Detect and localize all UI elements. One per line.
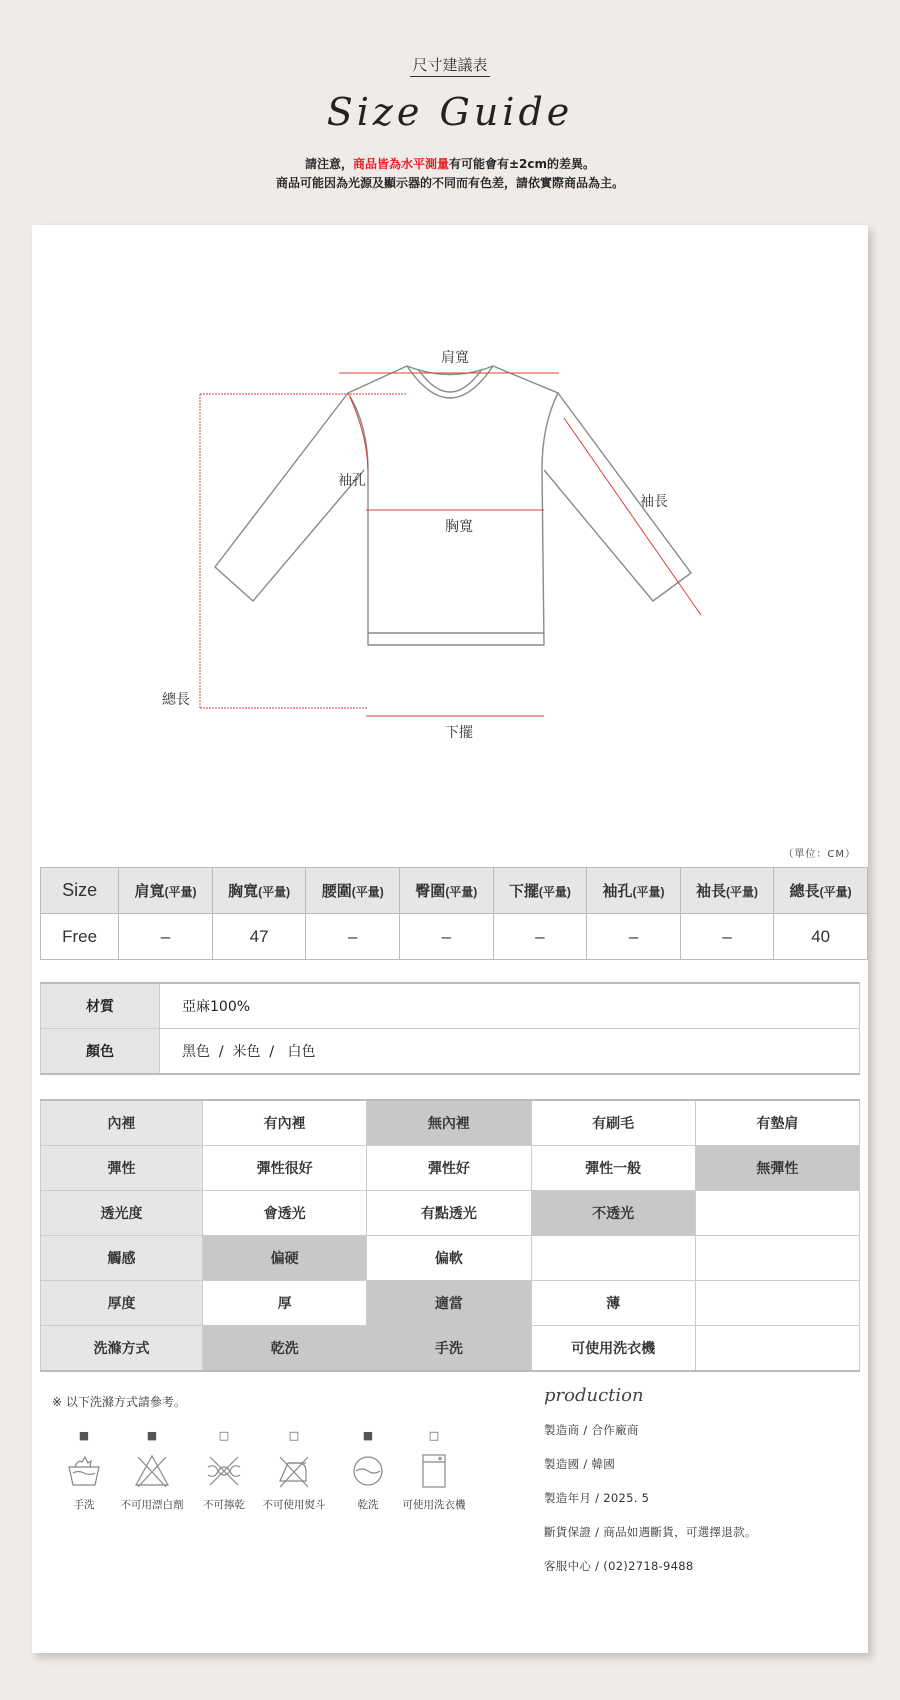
label-sleeve: 袖長 (640, 494, 668, 510)
wash-label: 不可使用熨斗 (262, 1499, 326, 1511)
size-header-col: 袖長(平量) (680, 868, 774, 914)
property-label: 厚度 (41, 1281, 203, 1326)
property-table (40, 1099, 860, 1372)
property-option (695, 1326, 859, 1372)
property-option: 有刷毛 (531, 1100, 695, 1146)
notice-highlight: 商品皆為水平測量 (352, 157, 449, 171)
size-cell: – (119, 914, 213, 960)
wash-mark: □ (288, 1429, 300, 1442)
property-label: 洗滌方式 (41, 1326, 203, 1372)
wash-symbol (112, 1429, 192, 1512)
wash-mark: ■ (146, 1429, 158, 1442)
property-option-selected: 適當 (367, 1281, 531, 1326)
wash-label: 手洗 (73, 1499, 95, 1511)
property-option-selected: 無內裡 (367, 1100, 531, 1146)
property-option: 可使用洗衣機 (531, 1326, 695, 1372)
property-option: 會透光 (203, 1191, 367, 1236)
property-label: 彈性 (41, 1146, 203, 1191)
property-option-selected: 無彈性 (695, 1146, 859, 1191)
size-header-col: 肩寬(平量) (119, 868, 213, 914)
property-option: 厚 (203, 1281, 367, 1326)
wash-symbol (394, 1429, 474, 1512)
material-value: 亞麻100% (160, 983, 860, 1029)
property-option (695, 1191, 859, 1236)
label-hem: 下擺 (445, 725, 473, 741)
production-line: 製造國 / 韓國 (544, 1457, 616, 1471)
property-row (41, 1281, 860, 1326)
property-option: 有內裡 (203, 1100, 367, 1146)
wash-mark: ■ (78, 1429, 90, 1442)
wash-note: ※ 以下洗滌方式請參考。 (52, 1395, 186, 1409)
property-option (695, 1236, 859, 1281)
garment-diagram (32, 225, 868, 785)
production-line: 製造年月 / 2025. 5 (544, 1491, 650, 1505)
hand-wash-icon (66, 1453, 102, 1489)
property-option-selected: 不透光 (531, 1191, 695, 1236)
production-title: production (544, 1385, 644, 1406)
size-header-col: 腰圍(平量) (306, 868, 400, 914)
property-option (695, 1281, 859, 1326)
wash-symbol (184, 1429, 264, 1512)
no-iron-icon (276, 1453, 312, 1489)
measurement-notice: 請注意，商品皆為水平測量有可能會有±2cm的差異。 商品可能因為光源及顯示器的不同而有色差，請依實際商品為主。 (275, 157, 624, 190)
property-option: 有點透光 (367, 1191, 531, 1236)
material-label: 顏色 (41, 1029, 160, 1075)
size-cell: – (587, 914, 681, 960)
material-value: 黑色 / 米色 / 白色 (160, 1029, 860, 1075)
guide-kicker: 尺寸建議表 (0, 54, 900, 75)
property-option: 彈性一般 (531, 1146, 695, 1191)
size-header-col: 袖孔(平量) (587, 868, 681, 914)
size-header-col: 胸寬(平量) (212, 868, 306, 914)
material-row (41, 1029, 860, 1075)
property-option-selected: 偏硬 (203, 1236, 367, 1281)
size-cell: 40 (774, 914, 868, 960)
unit-label: （單位：CM） (783, 849, 856, 860)
page-title: Size Guide (326, 90, 574, 134)
label-length: 總長 (162, 692, 190, 708)
material-row (41, 983, 860, 1029)
property-option: 彈性很好 (203, 1146, 367, 1191)
property-option-selected: 乾洗 (203, 1326, 367, 1372)
size-cell: – (400, 914, 494, 960)
label-armhole: 袖孔 (338, 473, 366, 489)
property-row (41, 1146, 860, 1191)
size-cell: – (306, 914, 400, 960)
property-option: 有墊肩 (695, 1100, 859, 1146)
property-row (41, 1191, 860, 1236)
size-header-size: Size (41, 868, 119, 914)
property-option: 偏軟 (367, 1236, 531, 1281)
property-option: 薄 (531, 1281, 695, 1326)
material-table (40, 982, 860, 1075)
property-option-selected: 手洗 (367, 1326, 531, 1372)
size-header-col: 總長(平量) (774, 868, 868, 914)
property-label: 透光度 (41, 1191, 203, 1236)
property-option: 彈性好 (367, 1146, 531, 1191)
property-row (41, 1100, 860, 1146)
wash-symbols (44, 1429, 464, 1519)
label-chest: 胸寬 (445, 519, 473, 535)
wash-mark: ■ (362, 1429, 374, 1442)
size-table-row (41, 914, 868, 960)
size-guide-card (32, 225, 868, 1653)
property-label: 觸感 (41, 1236, 203, 1281)
material-label: 材質 (41, 983, 160, 1029)
production-line: 客服中心 / (02)2718-9488 (544, 1559, 694, 1573)
production-line: 製造商 / 合作廠商 (544, 1423, 639, 1437)
property-row (41, 1326, 860, 1372)
property-row (41, 1236, 860, 1281)
measurement-lines (200, 373, 701, 716)
size-header-col: 下擺(平量) (493, 868, 587, 914)
property-label: 內裡 (41, 1100, 203, 1146)
wash-symbol (254, 1429, 334, 1512)
wash-label: 不可用漂白劑 (120, 1499, 184, 1511)
size-header-col: 臀圍(平量) (400, 868, 494, 914)
wash-label: 不可擰乾 (203, 1499, 245, 1511)
wash-label: 乾洗 (357, 1499, 379, 1511)
size-cell: Free (41, 914, 119, 960)
wash-mark: □ (428, 1429, 440, 1442)
dry-clean-icon (350, 1453, 386, 1489)
size-table-header (41, 868, 868, 914)
production-line: 斷貨保證 / 商品如遇斷貨，可選擇退款。 (544, 1525, 757, 1539)
size-cell: – (493, 914, 587, 960)
property-option (531, 1236, 695, 1281)
size-cell: 47 (212, 914, 306, 960)
label-shoulder: 肩寬 (441, 350, 469, 366)
production-info (544, 1385, 864, 1592)
sweater-outline (215, 366, 691, 645)
wash-mark: □ (218, 1429, 230, 1442)
no-bleach-icon (134, 1453, 170, 1489)
size-cell: – (680, 914, 774, 960)
size-table (40, 867, 868, 960)
no-wring-icon (206, 1453, 242, 1489)
machine-wash-icon (416, 1453, 452, 1489)
wash-label: 可使用洗衣機 (402, 1499, 466, 1511)
